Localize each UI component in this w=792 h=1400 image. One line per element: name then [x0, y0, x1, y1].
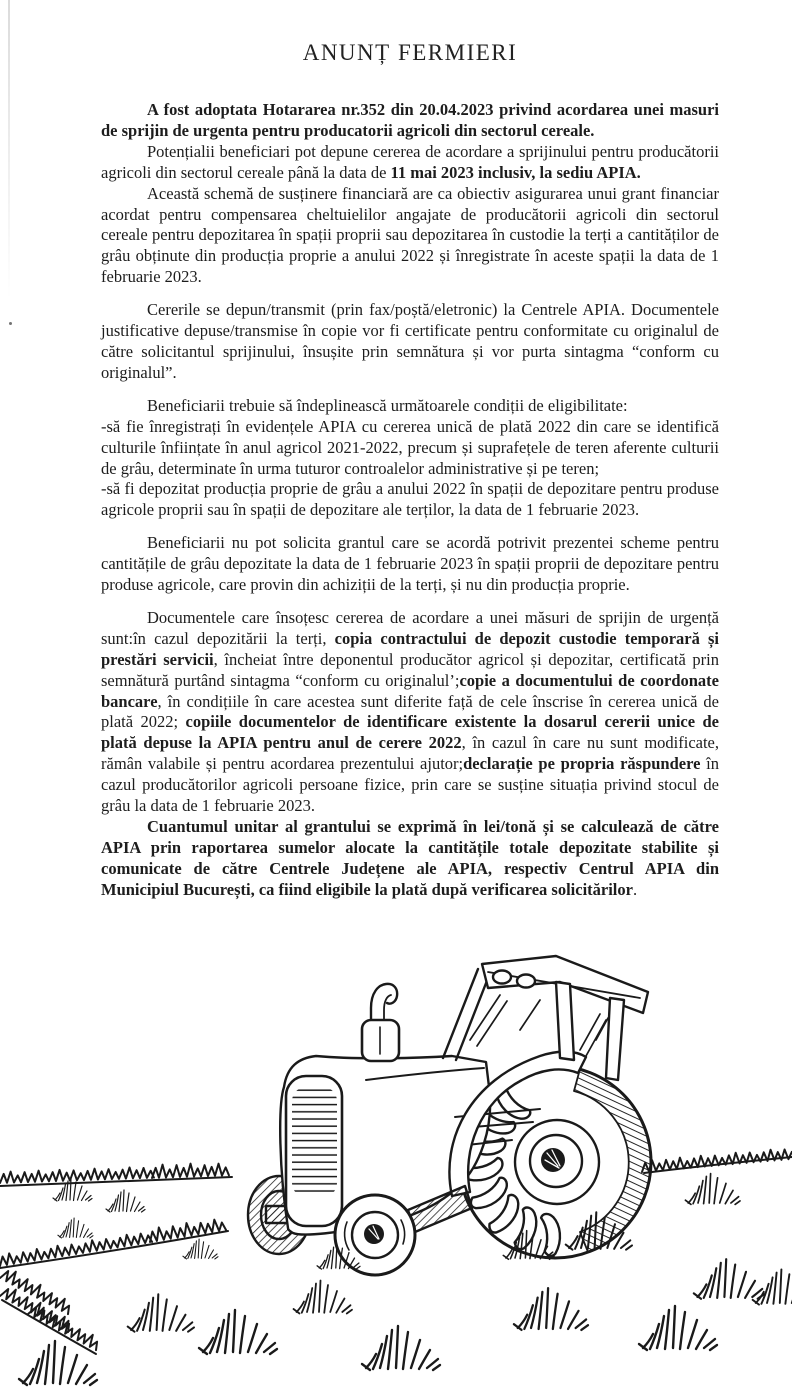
paragraph-eligibility-condition-1	[101, 417, 719, 480]
a-pillar	[443, 969, 478, 1058]
exhaust-pipe	[362, 984, 399, 1061]
text-run: .	[632, 879, 638, 899]
text-run: Potențialii beneficiari pot depune cererea de acordare a sprijinului pentru producătorii agricoli din sectorul cereale până la data de	[101, 141, 719, 182]
text-run: , în cazul în care nu sunt modificate, rămân valabile și pentru acordarea prezentului ajutor;	[101, 733, 719, 774]
document-page	[101, 40, 719, 901]
text-run: Documentele care însoțesc cererea de acordare a unei măsuri de sprijin de urgență sunt:în cazul depozitării la terți,	[101, 607, 719, 648]
text-run: Cererile se depun/transmit (prin fax/poștă/eletronic) la Centrele APIA. Documentele justificative depuse/transmise în copie vor fi certificate pentru conformitate cu originalul de către solicitantul sprijinului, însușite prin semnătura și vor purta sintagma “conform cu originalul”.	[101, 300, 719, 382]
scan-artifact-speck	[9, 322, 12, 325]
paragraph-exclusion	[101, 533, 719, 596]
text-run: A fost adoptata Hotararea nr.352 din 20.04.2023 privind acordarea unei masuri de sprijin de urgenta pentru producatorii agricoli din sectorul cereale.	[101, 100, 719, 140]
paragraph-submission-channels	[101, 300, 719, 384]
text-run: , în condițiile în care acestea sunt diferite față de cele înscrise în cererea unică de plată 2022;	[101, 691, 719, 732]
text-run: Beneficiarii trebuie să îndeplinească următoarele condiții de eligibilitate:	[147, 395, 628, 415]
document-title: ANUNȚ FERMIERI	[302, 40, 518, 65]
paragraph-decision-adopted	[101, 100, 719, 142]
text-run: -să fi depozitat producția proprie de grâu a anului 2022 în spații de depozitare pentru produse agricole proprii sau în spații de depozitare ale terților, la data de 1 februarie 2023.	[101, 479, 719, 520]
tractor-drawing	[0, 956, 792, 1385]
paragraph-grant-amount	[101, 817, 719, 901]
text-run-bold: 11 mai 2023 inclusiv, la sediu APIA.	[390, 162, 641, 182]
front-grille	[286, 1076, 342, 1226]
text-run: Această schemă de susținere financiară are ca obiectiv asigurarea unui grant financiar acordat pentru compensarea cheltuielilor angajate de producătorii agricoli din sectorul cereale pentru depozitarea în spații proprii sau depozitarea în custodie la terți a cantităților de grâu obținute din producția proprie a anului 2022 și înregistrate în aceste spații la data de 1 februarie 2023.	[101, 183, 719, 287]
text-run: Beneficiarii nu pot solicita grantul care se acordă potrivit prezentei scheme pentru cantitățile de grâu depozitate la data de 1 februarie 2023 în spații proprii de depozitare pentru produse agricole, care provin din achiziții de la terți, și nu din producția proprie.	[101, 533, 719, 595]
paragraph-scheme-objective	[101, 184, 719, 289]
text-run: -să fie înregistrați în evidențele APIA cu cererea unică de plată 2022 din care se identifică culturile înființate în anul agricol 2021-2022, precum și suprafețele de teren aferente culturii de grâu, determinate în urma tuturor controalelor administrative și pe teren;	[101, 416, 719, 478]
c-pillar	[606, 998, 624, 1080]
front-wheel	[335, 1195, 415, 1275]
b-pillar	[556, 982, 574, 1060]
text-run-bold: copie a documentului de coordonate bancare	[101, 670, 719, 711]
text-run: , încheiat între deponentul producător agricol și depozitar, certificată prin semnătură purtând sintagma “conform cu originalul’;	[101, 649, 719, 690]
paragraph-application-deadline	[101, 142, 719, 184]
tractor-illustration	[0, 930, 792, 1400]
scan-artifact-line	[8, 0, 10, 300]
roof-light-left	[493, 971, 511, 984]
text-run-bold: copiile documentelor de identificare existente la dosarul cererii unice de plată depuse la APIA pentru anul de cerere 2022	[101, 712, 719, 753]
paragraph-required-documents	[101, 608, 719, 817]
text-run-bold: declarație pe propria răspundere	[463, 754, 701, 774]
text-run-bold: Cuantumul unitar al grantului se exprimă în lei/tonă și se calculează de către APIA prin raportarea sumelor alocate la cantitățile totale depozitate stabilite și comunicate de către Centrele Județene ale APIA, respectiv Centrul APIA din Municipiul București, ca fiind eligibile la plată după verificarea solicitărilor	[101, 817, 719, 899]
paragraph-eligibility-condition-2	[101, 479, 719, 521]
windshield-reflections	[470, 995, 540, 1046]
text-run: în cazul producătorilor agricoli persoane fizice, prin care se susține situația privind stocul de grâu la data de 1 februarie 2023.	[101, 754, 719, 816]
roof-light-right	[517, 975, 535, 988]
rear-window-reflections	[580, 1014, 608, 1056]
text-run-bold: copia contractului de depozit custodie temporară și prestări servicii	[101, 628, 719, 669]
paragraph-eligibility-intro	[101, 396, 719, 417]
